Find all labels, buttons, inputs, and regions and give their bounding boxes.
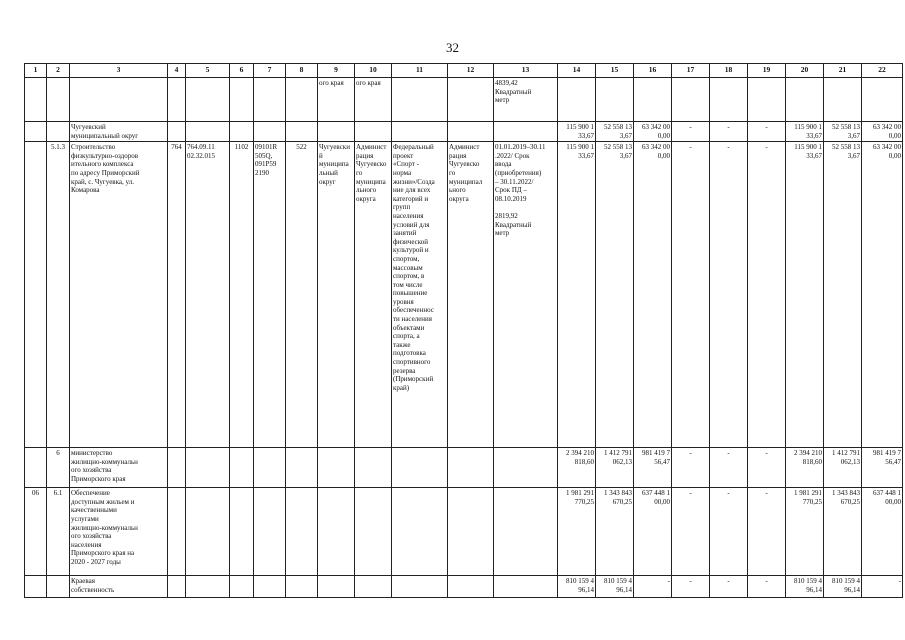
header-cell: 14: [558, 64, 596, 78]
table-cell: 63 342 00 0,00: [862, 122, 903, 142]
table-cell: [47, 78, 70, 122]
table-cell: [168, 122, 186, 142]
table-cell: [392, 576, 448, 598]
table-cell: [558, 78, 596, 122]
table-cell: [186, 576, 230, 598]
table-cell: [168, 488, 186, 576]
table-cell: 981 419 7 56,47: [862, 448, 903, 488]
table-cell: -: [862, 576, 903, 598]
header-cell: 3: [70, 64, 168, 78]
table-cell: [494, 488, 558, 576]
header-row: [25, 64, 903, 78]
table-cell: 764: [168, 142, 186, 448]
table-cell: 115 900 1 33,67: [558, 122, 596, 142]
table-cell: [47, 576, 70, 598]
table-cell: 1 412 791 062,13: [596, 448, 634, 488]
table-cell: [355, 448, 392, 488]
table-row: [25, 78, 903, 122]
header-cell: 10: [355, 64, 392, 78]
table-cell: [596, 78, 634, 122]
table-cell: [286, 122, 318, 142]
table-cell: [448, 122, 494, 142]
budget-table: [24, 63, 903, 598]
table-cell: [70, 78, 168, 122]
table-cell: -: [710, 448, 748, 488]
table-cell: 115 900 1 33,67: [786, 122, 824, 142]
table-cell: [318, 488, 355, 576]
header-cell: 9: [318, 64, 355, 78]
table-cell: Чугуевский муниципальный округ: [70, 122, 168, 142]
table-cell: Строительство физкультурно-оздоров ительного комплекса по адресу Приморский край, с. Чугуевка, ул. Комарова: [70, 142, 168, 448]
table-cell: -: [672, 448, 710, 488]
table-cell: 6: [47, 448, 70, 488]
table-cell: 06: [25, 488, 47, 576]
table-cell: 09101R 505Q, 091P59 2190: [254, 142, 286, 448]
table-cell: Админист рация Чугуевско го муниципал ьного округа: [448, 142, 494, 448]
table-cell: 52 558 13 3,67: [824, 122, 862, 142]
table-cell: [230, 448, 254, 488]
header-cell: 11: [392, 64, 448, 78]
table-cell: [254, 448, 286, 488]
header-cell: 20: [786, 64, 824, 78]
table-cell: 1102: [230, 142, 254, 448]
table-cell: [254, 78, 286, 122]
table-cell: -: [710, 488, 748, 576]
table-cell: [748, 78, 786, 122]
table-cell: [318, 576, 355, 598]
table-cell: [448, 78, 494, 122]
table-cell: 981 419 7 56,47: [634, 448, 672, 488]
table-cell: 810 159 4 96,14: [558, 576, 596, 598]
table-cell: 63 342 00 0,00: [862, 142, 903, 448]
table-cell: [786, 78, 824, 122]
table-cell: [230, 122, 254, 142]
table-cell: [168, 78, 186, 122]
table-cell: 63 342 00 0,00: [634, 142, 672, 448]
table-cell: [186, 448, 230, 488]
table-cell: 1 343 843 670,25: [824, 488, 862, 576]
table-cell: [230, 78, 254, 122]
table-cell: 115 900 1 33,67: [558, 142, 596, 448]
table-cell: 764.09.11 02.32.015: [186, 142, 230, 448]
table-cell: [392, 78, 448, 122]
table-cell: 5.1.3: [47, 142, 70, 448]
table-cell: 637 448 1 00,00: [634, 488, 672, 576]
table-cell: [494, 448, 558, 488]
table-cell: -: [748, 142, 786, 448]
table-cell: [25, 448, 47, 488]
table-cell: 2 394 210 818,60: [558, 448, 596, 488]
table-cell: 115 900 1 33,67: [786, 142, 824, 448]
header-cell: 2: [47, 64, 70, 78]
table-cell: [672, 78, 710, 122]
table-cell: 810 159 4 96,14: [786, 576, 824, 598]
table-cell: [186, 488, 230, 576]
table-cell: 1 981 291 770,25: [558, 488, 596, 576]
table-cell: 2 394 210 818,60: [786, 448, 824, 488]
table-cell: [47, 122, 70, 142]
table-cell: 637 448 1 00,00: [862, 488, 903, 576]
header-cell: 4: [168, 64, 186, 78]
table-cell: [254, 122, 286, 142]
table-cell: [355, 576, 392, 598]
table-cell: [230, 576, 254, 598]
table-row: [25, 122, 903, 142]
table-cell: [286, 78, 318, 122]
table-cell: 810 159 4 96,14: [824, 576, 862, 598]
header-cell: 7: [254, 64, 286, 78]
table-cell: -: [710, 576, 748, 598]
table-cell: [355, 488, 392, 576]
table-cell: 63 342 00 0,00: [634, 122, 672, 142]
table-cell: [392, 448, 448, 488]
table-cell: [862, 78, 903, 122]
table-cell: 6.1: [47, 488, 70, 576]
table-row: [25, 576, 903, 598]
table-cell: -: [672, 142, 710, 448]
table-cell: [634, 78, 672, 122]
table-cell: Обеспечение доступным жильем и качественными услугами жилищно-коммунальн ого хозяйства населения Приморского края на 2020 - 2027 годы: [70, 488, 168, 576]
table-cell: 52 558 13 3,67: [596, 142, 634, 448]
table-cell: Чугуевски й муниципа льный округ: [318, 142, 355, 448]
table-cell: [824, 78, 862, 122]
table-cell: ого края: [355, 78, 392, 122]
table-cell: [254, 488, 286, 576]
table-cell: [25, 122, 47, 142]
table-cell: -: [672, 576, 710, 598]
table-cell: 4839,42 Квадратный метр: [494, 78, 558, 122]
table-row: [25, 488, 903, 576]
table-cell: [25, 142, 47, 448]
table-cell: 01.01.2019–30.11 .2022/ Срок ввода (приобретения) – 30.11.2022/ Срок ПД – 08.10.2019 2819,92 Квадратный метр: [494, 142, 558, 448]
table-cell: [168, 576, 186, 598]
table-cell: Федеральный проект «Спорт - норма жизни»/Созда ние для всех категорий и групп населения условий для занятий физической культурой и спортом, массовым спортом, в том числе повышение уровня обеспеченнос ти населения объектами спорта, а также подготовка спортивного резерва (Приморский край): [392, 142, 448, 448]
table-cell: 1 343 843 670,25: [596, 488, 634, 576]
table-cell: министерство жилищно-коммунальн ого хозяйства Приморского края: [70, 448, 168, 488]
table-cell: [318, 122, 355, 142]
table-cell: -: [672, 488, 710, 576]
table-cell: [392, 488, 448, 576]
table-cell: ого края: [318, 78, 355, 122]
table-cell: [448, 576, 494, 598]
table-cell: -: [710, 122, 748, 142]
header-cell: 16: [634, 64, 672, 78]
header-cell: 22: [862, 64, 903, 78]
header-cell: 6: [230, 64, 254, 78]
table-cell: [392, 122, 448, 142]
table-cell: [448, 488, 494, 576]
table-cell: 1 981 291 770,25: [786, 488, 824, 576]
table-row: [25, 142, 903, 448]
header-cell: 8: [286, 64, 318, 78]
table-cell: [710, 78, 748, 122]
table-cell: Админист рация Чугуевско го муниципа льного округа: [355, 142, 392, 448]
table-cell: [494, 576, 558, 598]
table-cell: -: [748, 122, 786, 142]
table-cell: [448, 448, 494, 488]
table-cell: 810 159 4 96,14: [596, 576, 634, 598]
header-cell: 15: [596, 64, 634, 78]
header-cell: 18: [710, 64, 748, 78]
table-cell: Краевая собственность: [70, 576, 168, 598]
table-row: [25, 448, 903, 488]
header-cell: 17: [672, 64, 710, 78]
table-cell: -: [748, 488, 786, 576]
table-cell: -: [710, 142, 748, 448]
page-number: 32: [446, 40, 459, 55]
header-cell: 12: [448, 64, 494, 78]
table-cell: 1 412 791 062,13: [824, 448, 862, 488]
header-cell: 13: [494, 64, 558, 78]
table-cell: [230, 488, 254, 576]
header-cell: 19: [748, 64, 786, 78]
header-cell: 21: [824, 64, 862, 78]
table-cell: [186, 122, 230, 142]
table-cell: [494, 122, 558, 142]
table-cell: [286, 576, 318, 598]
table-cell: [168, 448, 186, 488]
header-cell: 1: [25, 64, 47, 78]
table-cell: -: [634, 576, 672, 598]
table-cell: 52 558 13 3,67: [596, 122, 634, 142]
table-cell: -: [748, 448, 786, 488]
table-cell: [254, 576, 286, 598]
table-cell: [25, 78, 47, 122]
table-cell: [186, 78, 230, 122]
header-cell: 5: [186, 64, 230, 78]
table-cell: 52 558 13 3,67: [824, 142, 862, 448]
table-cell: -: [672, 122, 710, 142]
table-cell: [355, 122, 392, 142]
table-cell: 522: [286, 142, 318, 448]
table-cell: [286, 448, 318, 488]
table-cell: [286, 488, 318, 576]
table-cell: [25, 576, 47, 598]
table-cell: -: [748, 576, 786, 598]
table-cell: [318, 448, 355, 488]
